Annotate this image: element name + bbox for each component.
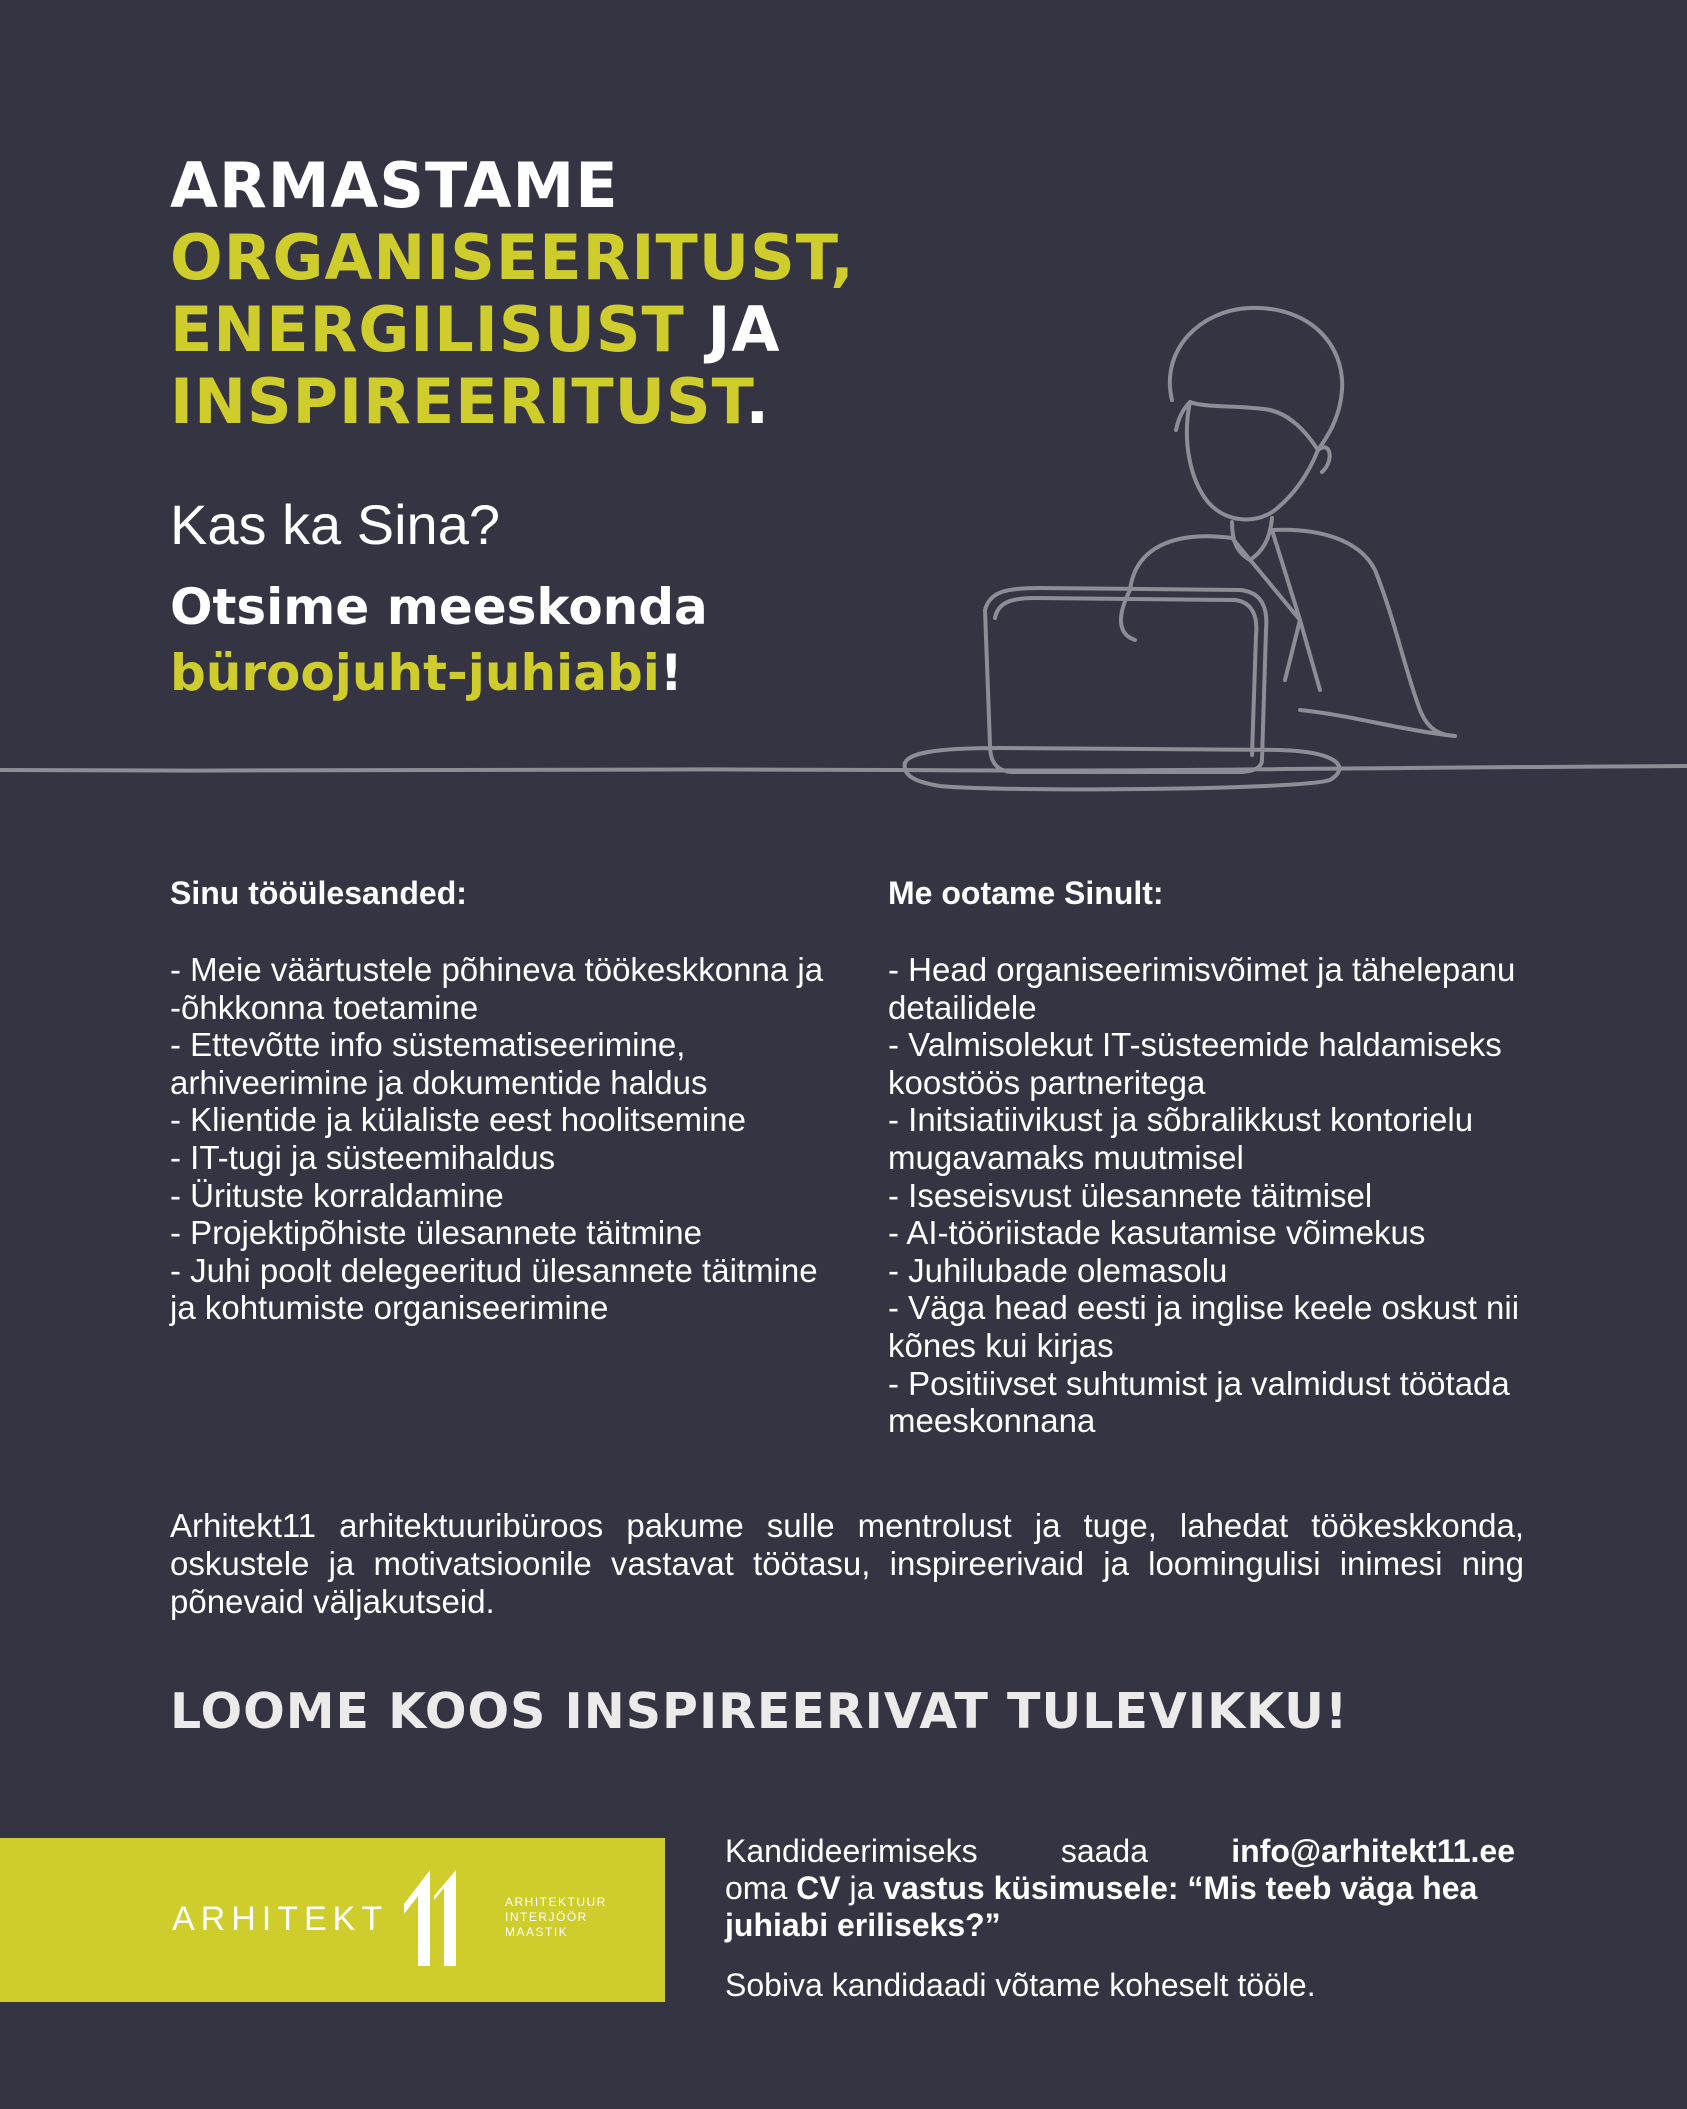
list-item: - Ürituste korraldamine — [170, 1176, 504, 1214]
shoulders — [1130, 530, 1455, 736]
headline-word-energilisust: ENERGILISUST — [170, 293, 685, 366]
hair-outline — [1170, 308, 1342, 450]
logo-wordmark: ARHITEKT — [172, 1900, 389, 1938]
intro-question: Kas ka Sina? — [170, 493, 500, 556]
laptop-screen-inner — [995, 598, 1256, 755]
apply-cv: CV — [796, 1870, 841, 1906]
offer-paragraph: Arhitekt11 arhitektuuribüroos pakume sulle mentrolust ja tuge, lahedat töökeskkonda, oskustele ja motivatsioonile vastavat töötasu, inspireerivaid ja loomingulisi inimesi ning põnevaid väljakutseid. — [170, 1507, 1524, 1620]
apply-question: vastus küsimusele: “Mis teeb väga hea juhiabi eriliseks?” — [725, 1870, 1478, 1943]
intro-role: büroojuht-juhiabi — [170, 644, 660, 702]
list-item: - Väga head eesti ja inglise keele oskust nii kõnes kui kirjas — [888, 1289, 1520, 1364]
apply-final: Sobiva kandidaadi võtame koheselt tööle. — [725, 1967, 1316, 2003]
logo-eleven-mark-icon — [400, 1866, 460, 1966]
headline-word-ja: JA — [684, 293, 781, 366]
list-item: - Juhilubade olemasolu — [888, 1251, 1228, 1289]
list-item: - Iseseisvust ülesannete täitmisel — [888, 1176, 1373, 1214]
apply-prefix: Kandideerimiseks — [725, 1833, 978, 1869]
tasks-column — [170, 873, 850, 1327]
apply-line-2 — [725, 1870, 1515, 1944]
apply-ja: ja — [840, 1870, 884, 1906]
apply-send: saada — [1060, 1833, 1148, 1869]
list-item: - Positiivset suhtumist ja valmidust töötada meeskonnana — [888, 1364, 1510, 1440]
requirements-column — [888, 873, 1608, 1440]
headline-period: . — [745, 365, 771, 438]
collar — [1232, 530, 1320, 690]
apply-email-link[interactable]: info@arhitekt11.ee — [1231, 1833, 1515, 1869]
list-item: - Initsiatiivikust ja sõbralikkust kontorielu mugavamaks muutmisel — [888, 1101, 1474, 1176]
tasks-heading: Sinu tööülesanded: — [170, 875, 467, 911]
list-item: - IT-tugi ja süsteemihaldus — [170, 1138, 556, 1176]
face-outline — [1187, 402, 1318, 519]
ear — [1318, 447, 1330, 472]
requirements-heading: Me ootame Sinult: — [888, 875, 1164, 911]
list-item: - Meie väärtustele põhineva töökeskkonna ja -õhkkonna toetamine — [170, 951, 824, 1026]
logo-subtitle-line: ARHITEKTUUR — [505, 1895, 607, 1909]
list-item: - Klientide ja külaliste eest hoolitsemine — [170, 1101, 746, 1139]
list-item: - Valmisolekut IT-süsteemide haldamiseks koostöös partneritega — [888, 1026, 1502, 1101]
headline-line-1: ARMASTAME — [170, 149, 619, 222]
application-info — [725, 1833, 1515, 2004]
list-item: - Ettevõtte info süstematiseerimine, arhiveerimine ja dokumentide haldus — [170, 1026, 708, 1101]
logo-subtitle-line: INTERJÖÖR — [505, 1910, 588, 1924]
list-item: - Juhi poolt delegeeritud ülesannete täitmine ja kohtumiste organiseerimine — [170, 1251, 818, 1327]
neck — [1232, 518, 1272, 560]
headline-line-2: ORGANISEERITUST, — [170, 221, 855, 294]
headline-word-inspireeritust: INSPIREERITUST — [170, 365, 746, 438]
tasks-list — [170, 951, 850, 1327]
person-at-laptop-line-illustration — [0, 290, 1687, 830]
company-logo — [0, 1838, 665, 2002]
intro-role-exclamation: ! — [659, 644, 683, 702]
requirements-list — [888, 951, 1608, 1440]
logo-subtitle — [505, 1895, 607, 1940]
list-item: - Projektipõhiste ülesannete täitmine — [170, 1214, 702, 1252]
slogan: LOOME KOOS INSPIREERIVAT TULEVIKKU! — [170, 1683, 1349, 1740]
ground-line — [0, 766, 1687, 771]
logo-subtitle-line: MAASTIK — [505, 1925, 569, 1939]
list-item: - Head organiseerimisvõimet ja tähelepanu detailidele — [888, 951, 1516, 1026]
apply-line-1 — [725, 1833, 1515, 1870]
intro-seek-line: Otsime meeskonda — [170, 578, 708, 636]
list-item: - AI-tööriistade kasutamise võimekus — [888, 1214, 1426, 1252]
laptop-screen — [985, 588, 1266, 772]
apply-oma: oma — [725, 1870, 797, 1906]
